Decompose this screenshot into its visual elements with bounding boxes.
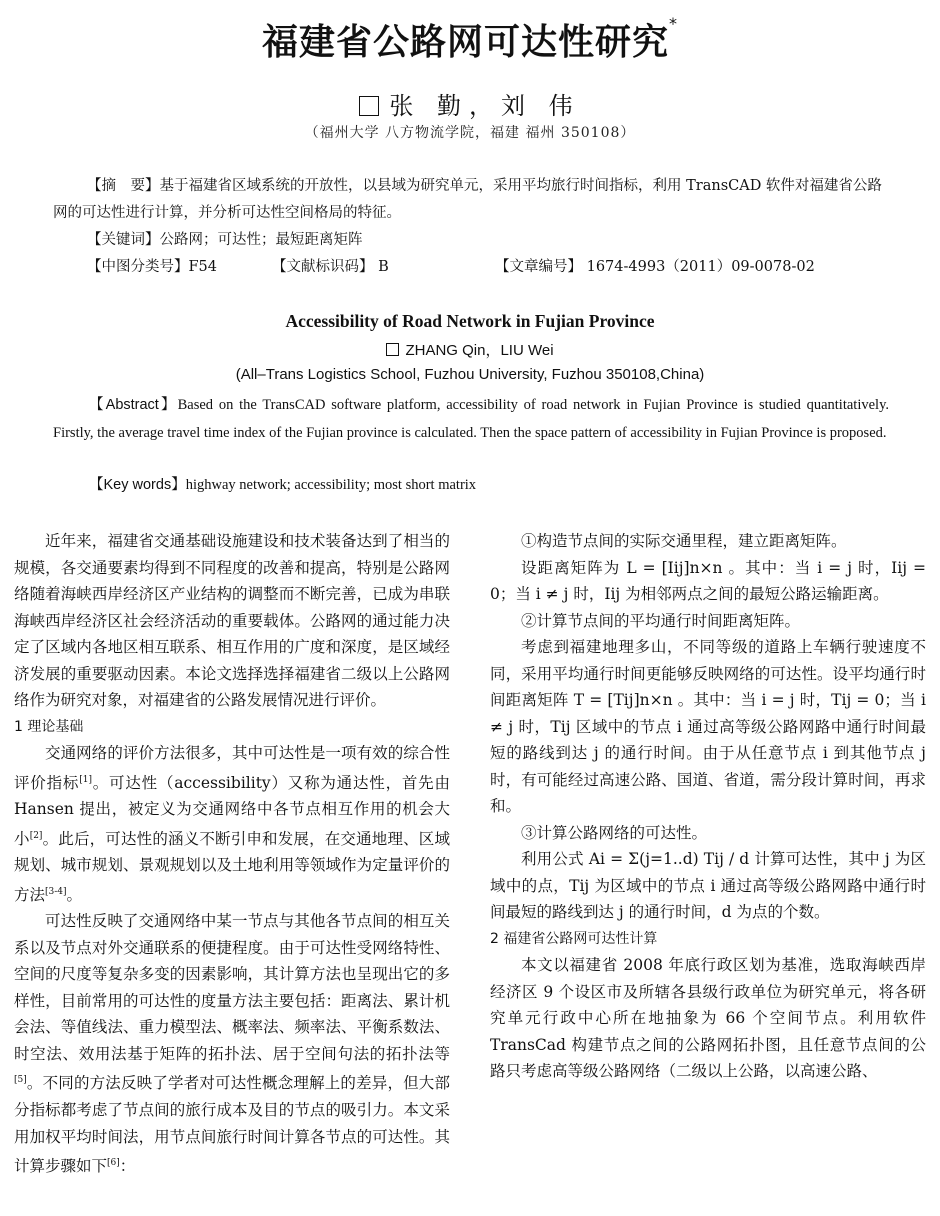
step-2-body: 考虑到福建地理多山，不同等级的道路上车辆行驶速度不同，采用平均通行时间更能够反映网络的可达性。设平均通行时间距离矩阵 T = [Tij]n×n 。其中：当 i = j 时，Tij = 0；当 i ≠ j 时，Tij 区域中的节点 i 通过高等级公路网路中通行时间最短的路线到达 j 的通行时间。由于从任意节点 i 到其他节点 j 时，有可能经过高速公路、国道、省道，需分段计算时间，再求和。: [490, 638, 926, 815]
author-box-icon: [359, 96, 379, 116]
title-en: Accessibility of Road Network in Fujian Province: [285, 311, 655, 331]
keywords-en: 【Key words】highway network; accessibility; most short matrix: [89, 477, 477, 493]
keywords-cn-label: 【关键词】: [87, 232, 160, 248]
abstract-en: 【Abstract】Based on the TransCAD software platform, accessibility of road network in Fujian Province is studied quantitatively. Firstly, the average travel time index of the Fujian province is calculated. Then the space pattern of accessibility in Fujian Province is proposed.: [53, 397, 890, 441]
step-2-title: ②计算节点间的平均通行时间距离矩阵。: [521, 611, 801, 630]
abstract-cn: 【摘 要】基于福建省区域系统的开放性，以县域为研究单元，采用平均旅行时间指标，利用 TransCAD 软件对福建省公路网的可达性进行计算，并分析可达性空间格局的特征。: [53, 178, 882, 221]
document-code: 【文献标识码】 B: [272, 259, 389, 275]
article-number: 【文章编号】 1674-4993（2011）09-0078-02: [495, 259, 815, 275]
theory-paragraph-1: 交通网络的评价方法很多，其中可达性是一项有效的综合性评价指标[1]。可达性（accessibility）又称为通达性，首先由 Hansen 提出，被定义为交通网络中各节点相互作用的机会大小[2]。此后，可达性的涵义不断引申和发展，在交通地理、区域规划、城市规划、景观规划以及土地利用等领域作为定量评价的方法[3-4]。: [14, 744, 450, 904]
affiliation-en: (All–Trans Logistics School, Fuzhou University, Fuzhou 350108,China): [235, 366, 705, 383]
step-3-body: 利用公式 Ai = Σ(j=1..d) Tij / d 计算可达性，其中 j 为区域中的点，Tij 为区域中的节点 i 通过高等级公路网路中通行时间最短的路线到达 j 的通行时间，d 为点的个数。: [490, 850, 926, 921]
citation: [1]: [79, 774, 92, 785]
abstract-cn-label: 【摘 要】: [87, 178, 160, 194]
citation: [3-4]: [45, 886, 67, 897]
citation: [6]: [107, 1158, 120, 1169]
section-heading-1: 1 理论基础: [14, 718, 84, 735]
title-footnote-mark: *: [669, 14, 678, 33]
intro-paragraph: 近年来，福建省交通基础设施建设和技术装备达到了相当的规模，各交通要素均得到不同程度的改善和提高，特别是公路网络随着海峡西岸经济区产业结构的调整而不断完善，已成为串联海峡西岸经济区社会经济活动的重要载体。公路网的通过能力决定了区域内各地区相互联系、相互作用的广度和深度，是区域经济发展的重要驱动因素。本论文选择选择福建省二级以上公路网络作为研究对象，对福建省的公路发展情况进行评价。: [14, 532, 450, 709]
step-1-title: ①构造节点间的实际交通里程，建立距离矩阵。: [521, 532, 847, 550]
abstract-en-label: 【Abstract】: [89, 397, 178, 413]
authors: 张 勤，刘 伟: [0, 86, 940, 121]
author-box-icon-en: [386, 343, 399, 356]
clc-number: 【中图分类号】F54: [87, 259, 218, 275]
keywords-en-label: 【Key words】: [89, 477, 186, 493]
keywords-cn: 【关键词】公路网；可达性；最短距离矩阵: [87, 232, 363, 248]
affiliation: （福州大学 八方物流学院，福建 福州 350108）: [304, 125, 636, 141]
citation: [2]: [29, 830, 43, 841]
step-1-body: 设距离矩阵为 L = [Iij]n×n 。其中：当 i = j 时，Iij = 0；当 i ≠ j 时，Iij 为相邻两点之间的最短公路运输距离。: [490, 558, 926, 603]
authors-en: ZHANG Qin，LIU Wei: [0, 339, 940, 360]
paper-title: 福建省公路网可达性研究*: [261, 14, 678, 63]
theory-paragraph-2: 可达性反映了交通网络中某一节点与其他各节点间的相互关系以及节点对外交通联系的便捷程度。由于可达性受网络特性、空间的尺度等复杂多变的因素影响，其计算方法也呈现出它的多样性，目前常用的可达性的度量方法主要包括：距离法、累计机会法、等值线法、重力模型法、概率法、频率法、平衡系数法、时空法、效用法基于矩阵的拓扑法、居于空间句法的拓扑法等[5]。不同的方法反映了学者对可达性概念理解上的差异，但大部分指标都考虑了节点间的旅行成本及目的节点的吸引力。本文采用加权平均时间法，用节点间旅行时间计算各节点的可达性。其计算步骤如下[6]：: [14, 912, 450, 1176]
calculation-paragraph: 本文以福建省 2008 年底行政区划为基准，选取海峡西岸经济区 9 个设区市及所辖各县级行政单位为研究单元，将各研究单元行政中心所在地抽象为 66 个空间节点。利用软件 TransCad 构建节点之间的公路网拓扑图，且任意节点间的公路只考虑高等级公路网络（二级以上公路，以高速公路、: [490, 956, 926, 1080]
column-left: [14, 528, 450, 1180]
step-3-title: ③计算公路网络的可达性。: [521, 823, 708, 842]
citation: [5]: [14, 1075, 27, 1086]
column-right: [490, 528, 926, 1085]
section-heading-2: 2 福建省公路网可达性计算: [490, 930, 658, 947]
